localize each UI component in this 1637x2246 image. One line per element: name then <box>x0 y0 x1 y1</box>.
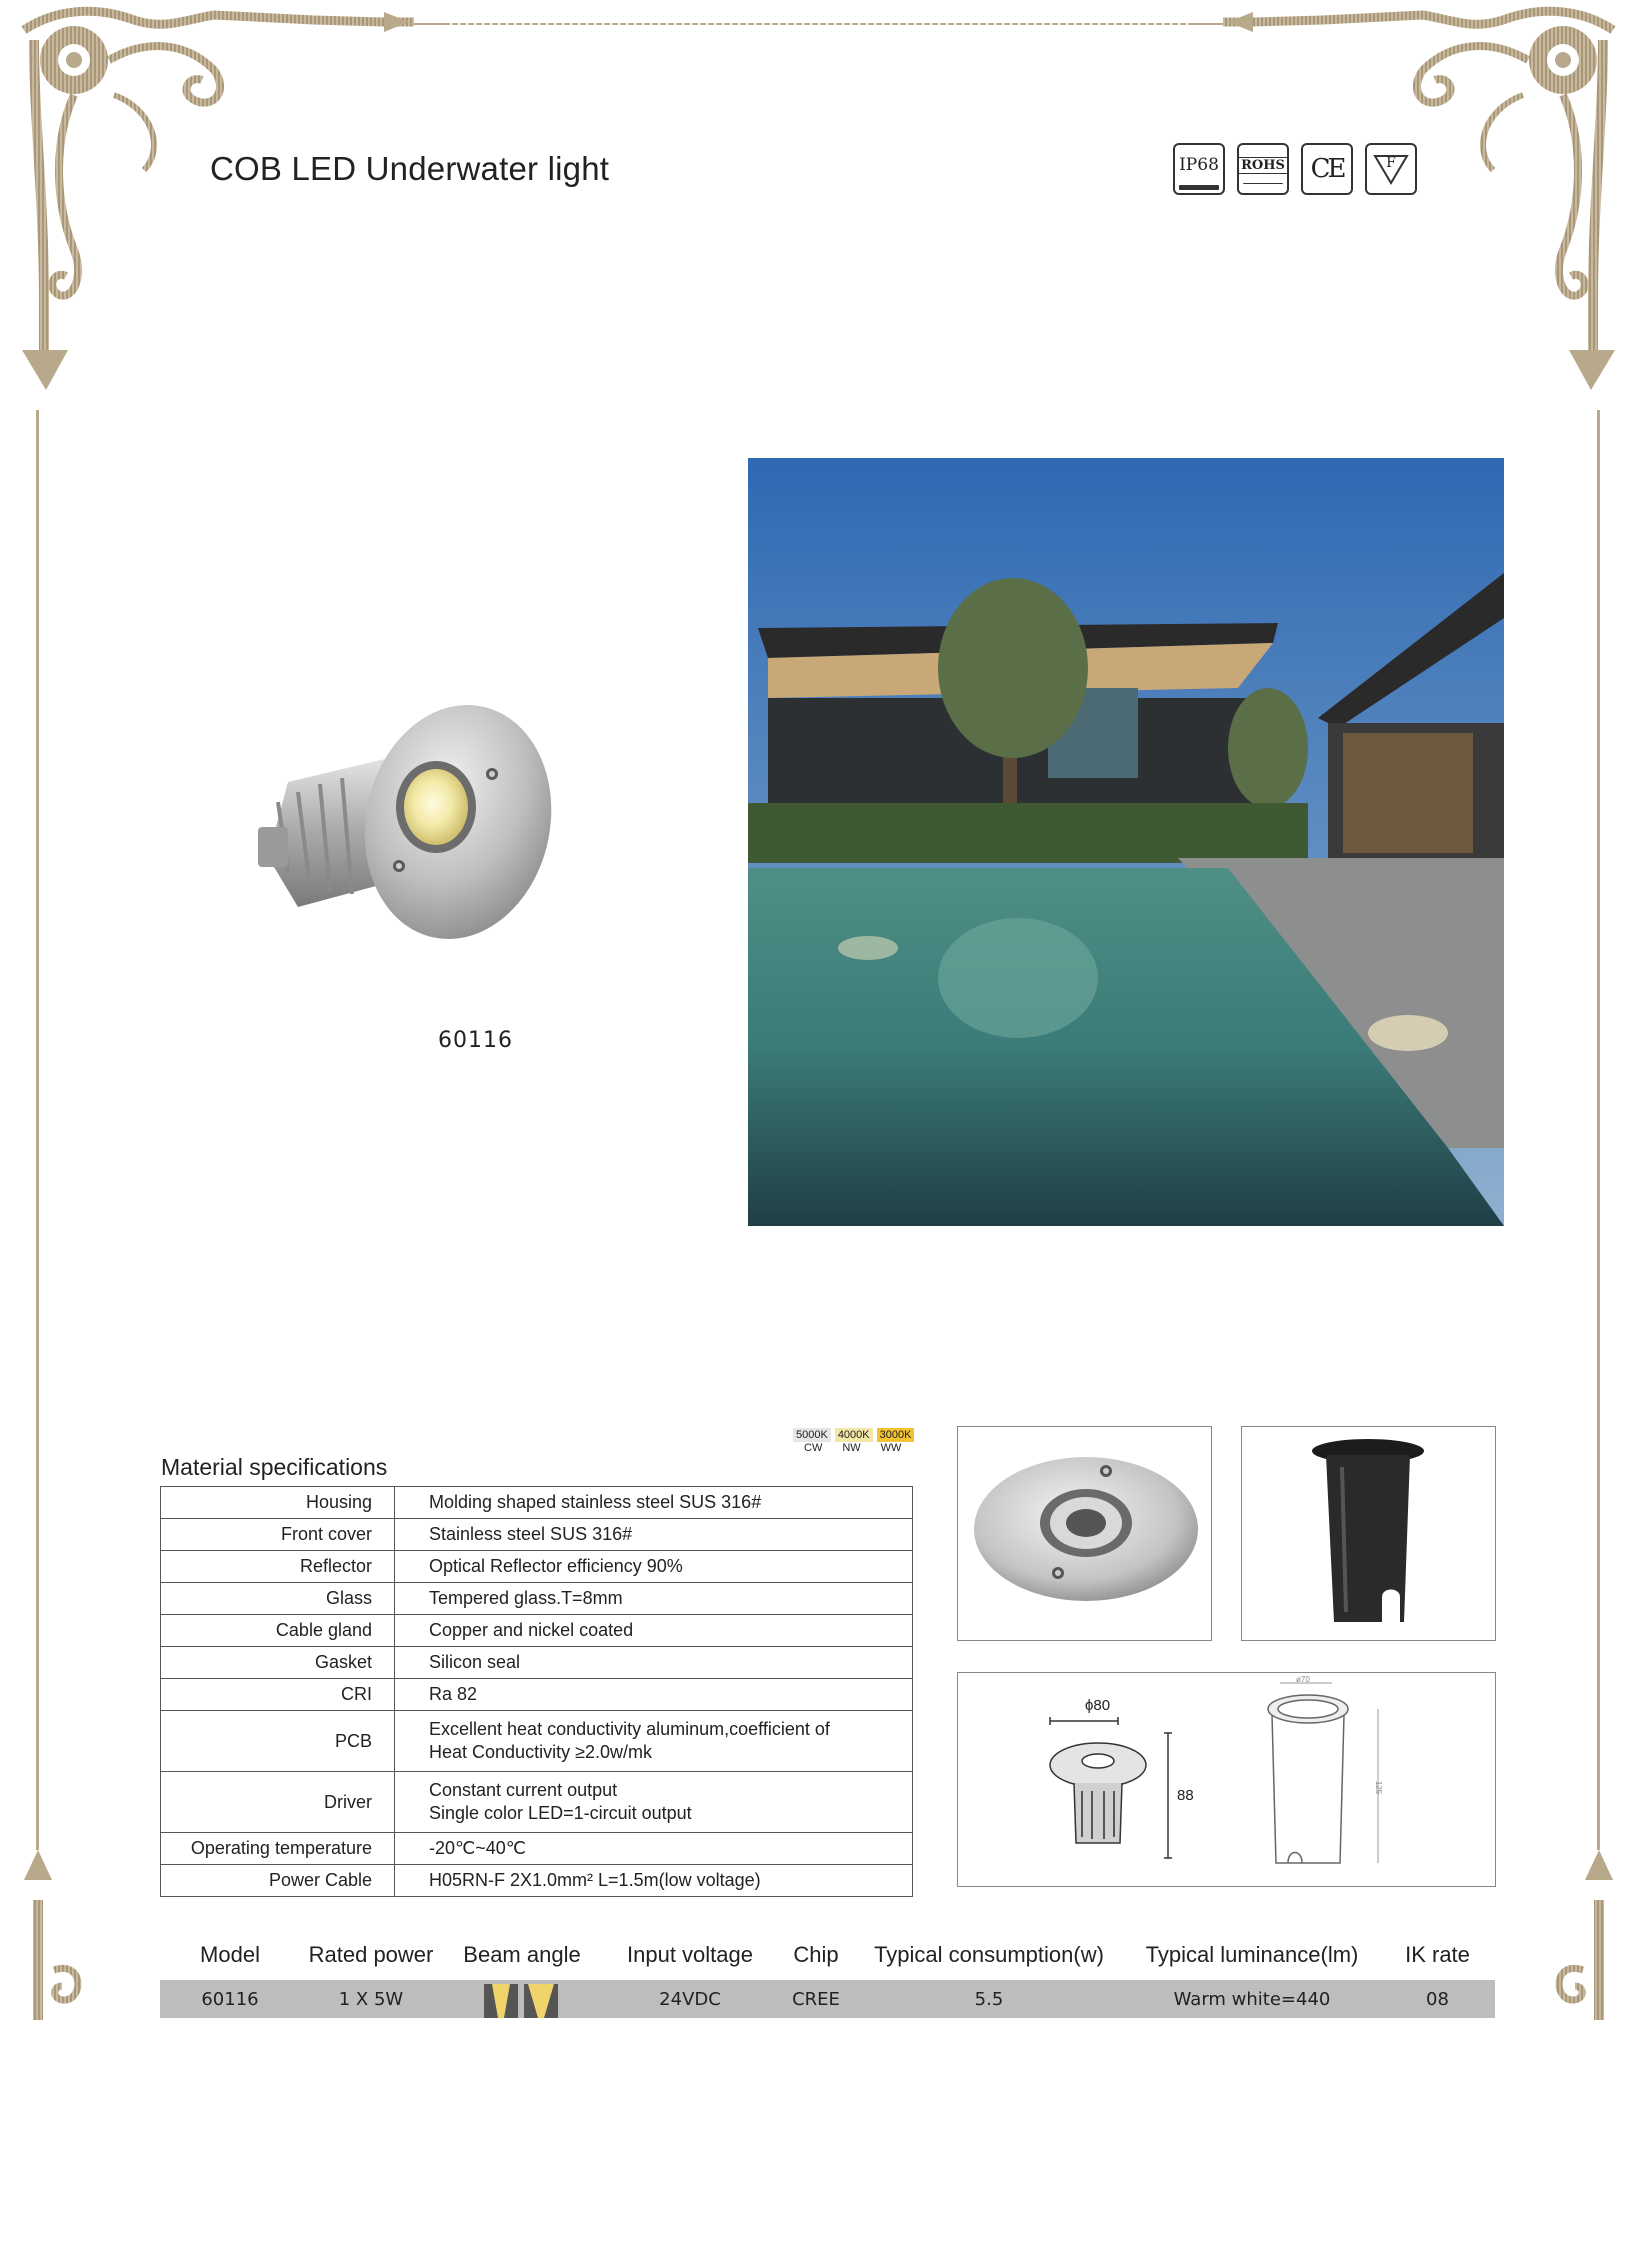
corner-ornament-bottom-right <box>1543 1850 1623 2020</box>
table-row <box>161 1865 913 1897</box>
spec-value: Stainless steel SUS 316# <box>395 1519 913 1551</box>
rohs-icon: ROHS <box>1237 143 1289 195</box>
spec-value: Optical Reflector efficiency 90% <box>395 1551 913 1583</box>
performance-table-header <box>160 1942 1495 1968</box>
column-header: Typical consumption(w) <box>874 1942 1104 1967</box>
product-model-label: 60116 <box>438 1028 513 1053</box>
dimension-height: 88 <box>1177 1787 1194 1804</box>
table-row <box>161 1679 913 1711</box>
spec-value: Tempered glass.T=8mm <box>395 1583 913 1615</box>
table-row <box>161 1519 913 1551</box>
table-row <box>161 1583 913 1615</box>
product-image <box>258 672 598 972</box>
column-header: Rated power <box>308 1942 434 1967</box>
beam-angle-icon <box>442 1980 602 2018</box>
spec-section-title: Material specifications <box>161 1454 388 1480</box>
table-row <box>161 1551 913 1583</box>
cct-3000k: 3000K <box>877 1428 915 1442</box>
cct-code-ww: WW <box>880 1442 902 1454</box>
spec-key: PCB <box>161 1711 395 1772</box>
spec-key: Front cover <box>161 1519 395 1551</box>
spec-key: Driver <box>161 1772 395 1833</box>
spec-value-line-2: Single color LED=1-circuit output <box>429 1803 692 1823</box>
cell-consumption: 5.5 <box>974 1988 1004 2010</box>
color-temperature-legend <box>793 1428 914 1454</box>
cell-chip: CREE <box>792 1988 840 2010</box>
column-header: Typical luminance(lm) <box>1145 1942 1359 1967</box>
ip68-icon: IP68 <box>1173 143 1225 195</box>
spec-key: CRI <box>161 1679 395 1711</box>
spec-value: Copper and nickel coated <box>395 1615 913 1647</box>
spec-value: Silicon seal <box>395 1647 913 1679</box>
table-row <box>161 1487 913 1519</box>
spec-value: H05RN-F 2X1.0mm² L=1.5m(low voltage) <box>395 1865 913 1897</box>
table-row <box>160 1980 1495 2018</box>
cell-ik-rate: 08 <box>1426 1988 1449 2010</box>
material-spec-table <box>160 1486 913 1897</box>
application-photo <box>748 458 1504 1226</box>
spec-key: Gasket <box>161 1647 395 1679</box>
corner-ornament-top-left <box>14 0 434 410</box>
table-row <box>161 1772 913 1833</box>
cell-rated-power: 1 X 5W <box>338 1988 404 2010</box>
corner-ornament-bottom-left <box>14 1850 94 2020</box>
dimension-drawing <box>957 1672 1496 1887</box>
f-mark-icon: F <box>1365 143 1417 195</box>
spec-value: Ra 82 <box>395 1679 913 1711</box>
spec-key: Operating temperature <box>161 1833 395 1865</box>
embedded-sleeve-image <box>1241 1426 1496 1641</box>
cell-luminance: Warm white=440 <box>1173 1988 1331 2010</box>
spec-key: Reflector <box>161 1551 395 1583</box>
spec-value <box>395 1772 913 1833</box>
spec-value-line-2: Heat Conductivity ≥2.0w/mk <box>429 1742 652 1762</box>
page-title: COB LED Underwater light <box>210 150 610 187</box>
cell-model: 60116 <box>201 1988 259 2010</box>
cell-input-voltage: 24VDC <box>659 1988 721 2010</box>
column-header: IK rate <box>1405 1942 1470 1967</box>
spec-key: Cable gland <box>161 1615 395 1647</box>
left-border-line <box>36 410 39 1850</box>
right-border-line <box>1597 410 1600 1850</box>
spec-value <box>395 1711 913 1772</box>
spec-key: Power Cable <box>161 1865 395 1897</box>
cct-code-nw: NW <box>842 1442 861 1454</box>
dimension-sleeve-height: 125 <box>1374 1780 1384 1795</box>
ce-icon: CE <box>1301 143 1353 195</box>
spec-key: Glass <box>161 1583 395 1615</box>
dimension-sleeve-diameter: ø70 <box>1296 1675 1310 1684</box>
front-view-image <box>957 1426 1212 1641</box>
spec-value-line-1: Constant current output <box>429 1780 618 1800</box>
spec-value: Molding shaped stainless steel SUS 316# <box>395 1487 913 1519</box>
table-row <box>161 1615 913 1647</box>
column-header: Chip <box>793 1942 839 1967</box>
spec-key: Housing <box>161 1487 395 1519</box>
dimension-diameter: ϕ80 <box>1085 1697 1111 1714</box>
column-header: Model <box>200 1942 260 1967</box>
column-header: Input voltage <box>627 1942 753 1967</box>
cct-4000k: 4000K <box>835 1428 873 1442</box>
column-header: Beam angle <box>463 1942 581 1967</box>
spec-value: -20℃~40℃ <box>395 1833 913 1865</box>
cct-5000k: 5000K <box>793 1428 831 1442</box>
table-row <box>161 1647 913 1679</box>
spec-value-line-1: Excellent heat conductivity aluminum,coefficient of <box>429 1719 830 1739</box>
corner-ornament-top-right <box>1203 0 1623 410</box>
table-row <box>161 1833 913 1865</box>
table-row <box>161 1711 913 1772</box>
top-border-line <box>380 14 1260 34</box>
cct-code-cw: CW <box>804 1442 823 1454</box>
certification-badges <box>1173 143 1417 195</box>
